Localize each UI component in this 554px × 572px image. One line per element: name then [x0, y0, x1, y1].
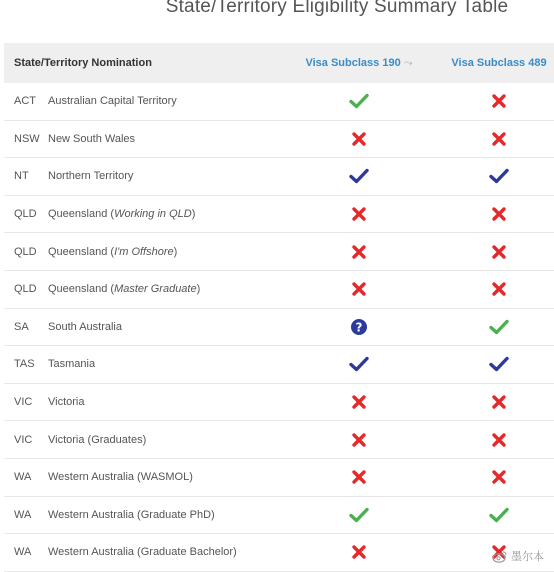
- table-row: [4, 233, 554, 271]
- watermark: [492, 548, 544, 564]
- visa-489-status: [434, 469, 554, 485]
- state-name: Western Australia (WASMOL): [48, 471, 193, 484]
- table-body: [4, 83, 554, 572]
- share-icon[interactable]: ⤳: [403, 56, 413, 69]
- visa-190-status: [284, 544, 434, 560]
- visa-489-status: [434, 507, 554, 523]
- visa-190-status: [284, 281, 434, 297]
- weibo-icon: [492, 550, 508, 563]
- state-note: (Working in QLD): [107, 208, 196, 221]
- cross-icon: [491, 281, 507, 297]
- state-note: (I'm Offshore): [107, 245, 178, 258]
- visa-489-status: [434, 356, 554, 372]
- cross-icon: [491, 131, 507, 147]
- cross-icon: [351, 432, 367, 448]
- state-name: Queensland (I'm Offshore): [48, 245, 178, 258]
- cross-icon: [491, 93, 507, 109]
- cross-icon: [491, 469, 507, 485]
- table-row: [4, 196, 554, 234]
- state-name: Western Australia (Graduate PhD): [48, 508, 215, 521]
- state-code: VIC: [14, 396, 33, 409]
- cross-icon: [351, 244, 367, 260]
- state-code: WA: [14, 471, 32, 484]
- state-name: Tasmania: [48, 358, 96, 371]
- state-code: ACT: [14, 95, 36, 108]
- table-row: [4, 83, 554, 121]
- check-icon: [489, 168, 509, 184]
- visa-489-status: [434, 168, 554, 184]
- visa-190-status: [284, 469, 434, 485]
- visa-190-status: [284, 318, 434, 336]
- visa-489-status: [434, 131, 554, 147]
- state-code: NSW: [14, 132, 40, 145]
- cross-icon: [351, 131, 367, 147]
- check-icon: [489, 507, 509, 523]
- table-row: [4, 271, 554, 309]
- check-icon: [349, 168, 369, 184]
- check-icon: [489, 356, 509, 372]
- visa-190-status: [284, 394, 434, 410]
- question-icon: [350, 318, 368, 336]
- visa-489-status: [434, 244, 554, 260]
- state-code: WA: [14, 546, 32, 559]
- cross-icon: [491, 394, 507, 410]
- state-name: Australian Capital Territory: [48, 95, 177, 108]
- state-name: Northern Territory: [48, 170, 134, 183]
- cross-icon: [351, 206, 367, 222]
- state-name: Queensland (Master Graduate): [48, 283, 201, 296]
- table-row: [4, 158, 554, 196]
- table-row: [4, 459, 554, 497]
- visa-190-status: [284, 244, 434, 260]
- table-row: [4, 121, 554, 159]
- cross-icon: [491, 432, 507, 448]
- header-nomination: State/Territory Nomination: [14, 57, 152, 69]
- table-header: [4, 43, 554, 83]
- state-code: QLD: [14, 245, 37, 258]
- state-code: SA: [14, 320, 29, 333]
- cross-icon: [351, 394, 367, 410]
- header-visa-489[interactable]: Visa Subclass 489: [451, 57, 547, 69]
- visa-190-status: [284, 93, 434, 109]
- visa-190-status: [284, 507, 434, 523]
- header-visa-190-label: Visa Subclass 190: [305, 56, 401, 69]
- check-icon: [489, 319, 509, 335]
- svg-text:?: ?: [355, 320, 363, 335]
- state-code: TAS: [14, 358, 35, 371]
- table-row: [4, 346, 554, 384]
- state-code: QLD: [14, 283, 37, 296]
- visa-489-status: [434, 206, 554, 222]
- state-name: Western Australia (Graduate Bachelor): [48, 546, 237, 559]
- table-row: [4, 497, 554, 535]
- state-name: Queensland (Working in QLD): [48, 208, 196, 221]
- state-code: NT: [14, 170, 29, 183]
- state-name: New South Wales: [48, 132, 136, 145]
- page-title: State/Territory Eligibility Summary Table: [165, 0, 509, 17]
- visa-190-status: [284, 432, 434, 448]
- cross-icon: [351, 469, 367, 485]
- visa-190-status: [284, 356, 434, 372]
- state-code: WA: [14, 508, 32, 521]
- table-row: [4, 534, 554, 572]
- check-icon: [349, 507, 369, 523]
- visa-190-status: [284, 131, 434, 147]
- state-name: Victoria (Graduates): [48, 433, 147, 446]
- visa-489-status: [434, 432, 554, 448]
- check-icon: [349, 356, 369, 372]
- state-name: Victoria: [48, 396, 85, 409]
- watermark-text: 墨尔本: [511, 551, 544, 563]
- table-row: [4, 421, 554, 459]
- check-icon: [349, 93, 369, 109]
- cross-icon: [351, 281, 367, 297]
- eligibility-table: [4, 43, 554, 572]
- visa-489-status: [434, 93, 554, 109]
- state-name: South Australia: [48, 320, 122, 333]
- header-visa-190[interactable]: [284, 57, 434, 70]
- table-row: [4, 309, 554, 347]
- visa-489-status: [434, 281, 554, 297]
- table-row: [4, 384, 554, 422]
- cross-icon: [491, 244, 507, 260]
- state-note: (Master Graduate): [107, 283, 201, 296]
- cross-icon: [491, 206, 507, 222]
- visa-190-status: [284, 206, 434, 222]
- visa-190-status: [284, 168, 434, 184]
- state-code: VIC: [14, 433, 33, 446]
- state-code: QLD: [14, 208, 37, 221]
- visa-489-status: [434, 394, 554, 410]
- visa-489-status: [434, 319, 554, 335]
- cross-icon: [351, 544, 367, 560]
